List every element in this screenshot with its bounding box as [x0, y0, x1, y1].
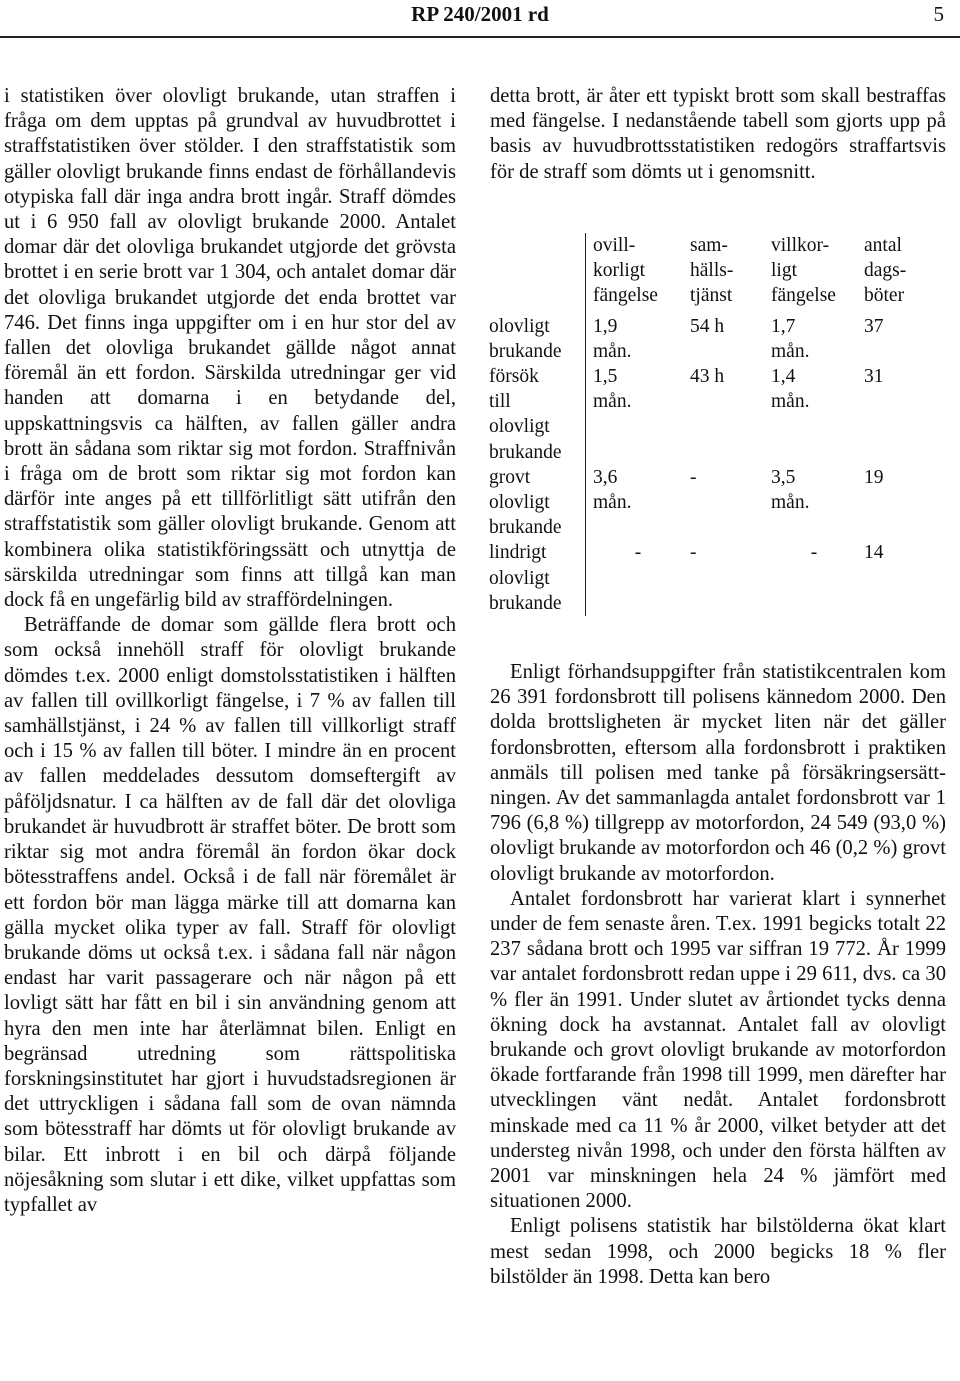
paragraph: Beträffande de domar som gällde flera brott och som också innehöll straff för olovligt brukande dömdes t.ex. 2000 enligt domstolsstatistiken i hälften av fallen till ovillkorligt fängelse, i 7 % av fallen till samhällstjänst, i 24 % av fallen till villkorligt straff och i 15 % av fallen till böter. I mindre än en procent av fallen meddelades dessutom domseftergift av påföljdsnatur. I ca hälften av de fall där det olovliga brukandet är huvudbrott är straffet böter. De brott som riktar sig mot andra föremål än fordon ökar dock bötesstraffens andel. Också i de fall när föremålet är ett fordon bör man lägga märke till att domarna kan gälla mycket olika typer av fall. Straff för olovligt brukande döms ut också t.ex. i sådana fall när någon endast har varit passagerare och när någon på ett lovligt sätt har fått en bil i sin användning genom att hyra den men inte har återlämnat bilen. Enligt en begränsad utredning som rättspolitiska forskningsinstitutet har gjort i huvudstadsregionen är det uttryckligen i sådana fall som de ovan nämnda som bötesstraff har dömts ut för olovligt brukande av bilar. Ett inbrott i en bil och därpå följande nöjesåkning som slutar i ett dike, vilket uppfattas som typfallet av: [4, 614, 456, 1216]
table-cell: -: [690, 542, 697, 564]
table-row: [482, 540, 928, 616]
table-cell: 37: [864, 315, 884, 337]
paragraph: detta brott, är åter ett typiskt brott som skall bestraffas med fängelse. I nedanstående tabell som gjorts upp på basis av huvudbrottsstatistiken redogörs straffartsvis för de straff som dömts ut i genomsnitt.: [490, 85, 946, 183]
table-cell: 43 h: [690, 366, 725, 388]
header-rule: [0, 36, 960, 38]
table-row: [482, 465, 928, 541]
table-row: [482, 314, 928, 364]
table-cell: 3,6 mån.: [593, 466, 632, 514]
table-cell: 1,7 mån.: [771, 315, 810, 362]
table-header-cell: ovill- korligt fängelse: [593, 235, 658, 307]
table-cell: 19: [864, 466, 884, 488]
table-cell: 1,5 mån.: [593, 366, 632, 413]
table-cell: 14: [864, 542, 884, 564]
table-header-cell: antal dags- böter: [864, 235, 907, 307]
page-header: [0, 0, 960, 30]
table-cell: -: [690, 466, 697, 488]
document-title: RP 240/2001 rd: [411, 2, 549, 26]
table-cell: -: [810, 542, 818, 564]
paragraph: Enligt polisens statistik har bilstölderna ökat klart mest sedan 1998, och 2000 begicks 18 % fler bilstölder än 1998. Detta kan bero: [490, 1215, 946, 1288]
table-header-cell: [482, 233, 586, 314]
right-column-intro: [490, 84, 946, 185]
table-cell: 1,4 mån.: [771, 366, 810, 413]
sentence-table: [482, 233, 929, 616]
table-row-label: olovligt brukande: [482, 314, 586, 364]
paragraph: Antalet fordonsbrott har varierat klart i synnerhet under de fem senaste åren. T.ex. 1991 begicks totalt 22 237 sådana brott och 1995 var siffran 19 772. År 1999 var antalet fordonsbrott redan uppe i 29 611, dvs. ca 30 % fler än 1991. Under slutet av årtiondet tycks denna ökning dock ha avstannat. Antalet fall av olovligt brukande och grovt olovligt brukande av motorfordon ökade fortfarande från 1998 till 1999, men därefter har utvecklingen vänt nedåt. Antalet fordonsbrott minskade med ca 11 % år 2000, vilket betyder att det understeg nivån 1998, och under den första hälften av 2001 var minskningen hela 24 % jämfört med situationen 2000.: [490, 887, 946, 1213]
table-row-label: grovt olovligt brukande: [482, 465, 586, 541]
table-row: [482, 364, 928, 465]
table-header-cell: villkor- ligt fängelse: [771, 235, 836, 307]
table-cell: 3,5 mån.: [771, 466, 810, 514]
table-cell: 31: [864, 366, 884, 388]
paragraph: i statistiken över olovligt brukande, utan straffen i fråga om dem upptas på grundval av huvudbrottet i straffstatistiken över stölder. I den straffstatistik som gäller olovligt brukande finns endast de förhållandevis otypiska fall där inga andra brott ingår. Straff dömdes ut i 6 950 fall av olovligt brukande 2000. Antalet domar där det olovliga brukandet utgjorde det grövsta brottet i en serie brott var 1 304, och antalet domar där det olovliga brukandet utgjorde det enda brottet var 746. Det finns inga uppgifter om i en hur stor del av fallen det olovliga brukandet gällde något annat föremål än ett fordon. Särskilda utredningar ger vid handen att domarna i en betydande del, uppskattningsvis ca hälften, av fallen gäller andra brott än sådana som riktar sig mot fordon. Straffnivån i fråga om de brott som riktar sig mot fordon kan därför inte anges på ett tillförlitligt sätt utifrån den straffstatistik som gäller olovligt brukande. Genom att kombinera olika statistikföringssätt och utnyttja de särskilda utredningar som finns att tillgå kan man dock få en ungefärlig bild av straffördelningen.: [4, 85, 456, 612]
table-row-label: lindrigt olovligt brukande: [482, 540, 586, 616]
paragraph: Enligt förhandsuppgifter från statistikcentralen kom 26 391 fordonsbrott till polisens kännedom 2000. Den dolda brottsligheten är mycket liten när det gäller fordonsbrotten, eftersom alla fordonsbrott i praktiken anmäls till polisen med tanke på försäkringsersättningen. Av det sammanlagda antalet fordonsbrott var 1 796 (6,8 %) tillgrepp av motorfordon, 24 549 (93,0 %) olovligt brukande av motorfordon och 46 (0,2 %) grovt olovligt brukande av motorfordon.: [490, 661, 946, 885]
right-column-body: [490, 660, 946, 1290]
table-cell: 1,9 mån.: [593, 315, 632, 362]
page-number: 5: [933, 2, 944, 26]
table-cell: 54 h: [690, 315, 725, 337]
table-cell: -: [634, 542, 642, 564]
table-header-cell: sam- hälls- tjänst: [690, 235, 734, 307]
table-row-label: försök till olovligt brukande: [482, 364, 586, 465]
left-column: [4, 84, 456, 1218]
table-header-row: [482, 233, 928, 314]
